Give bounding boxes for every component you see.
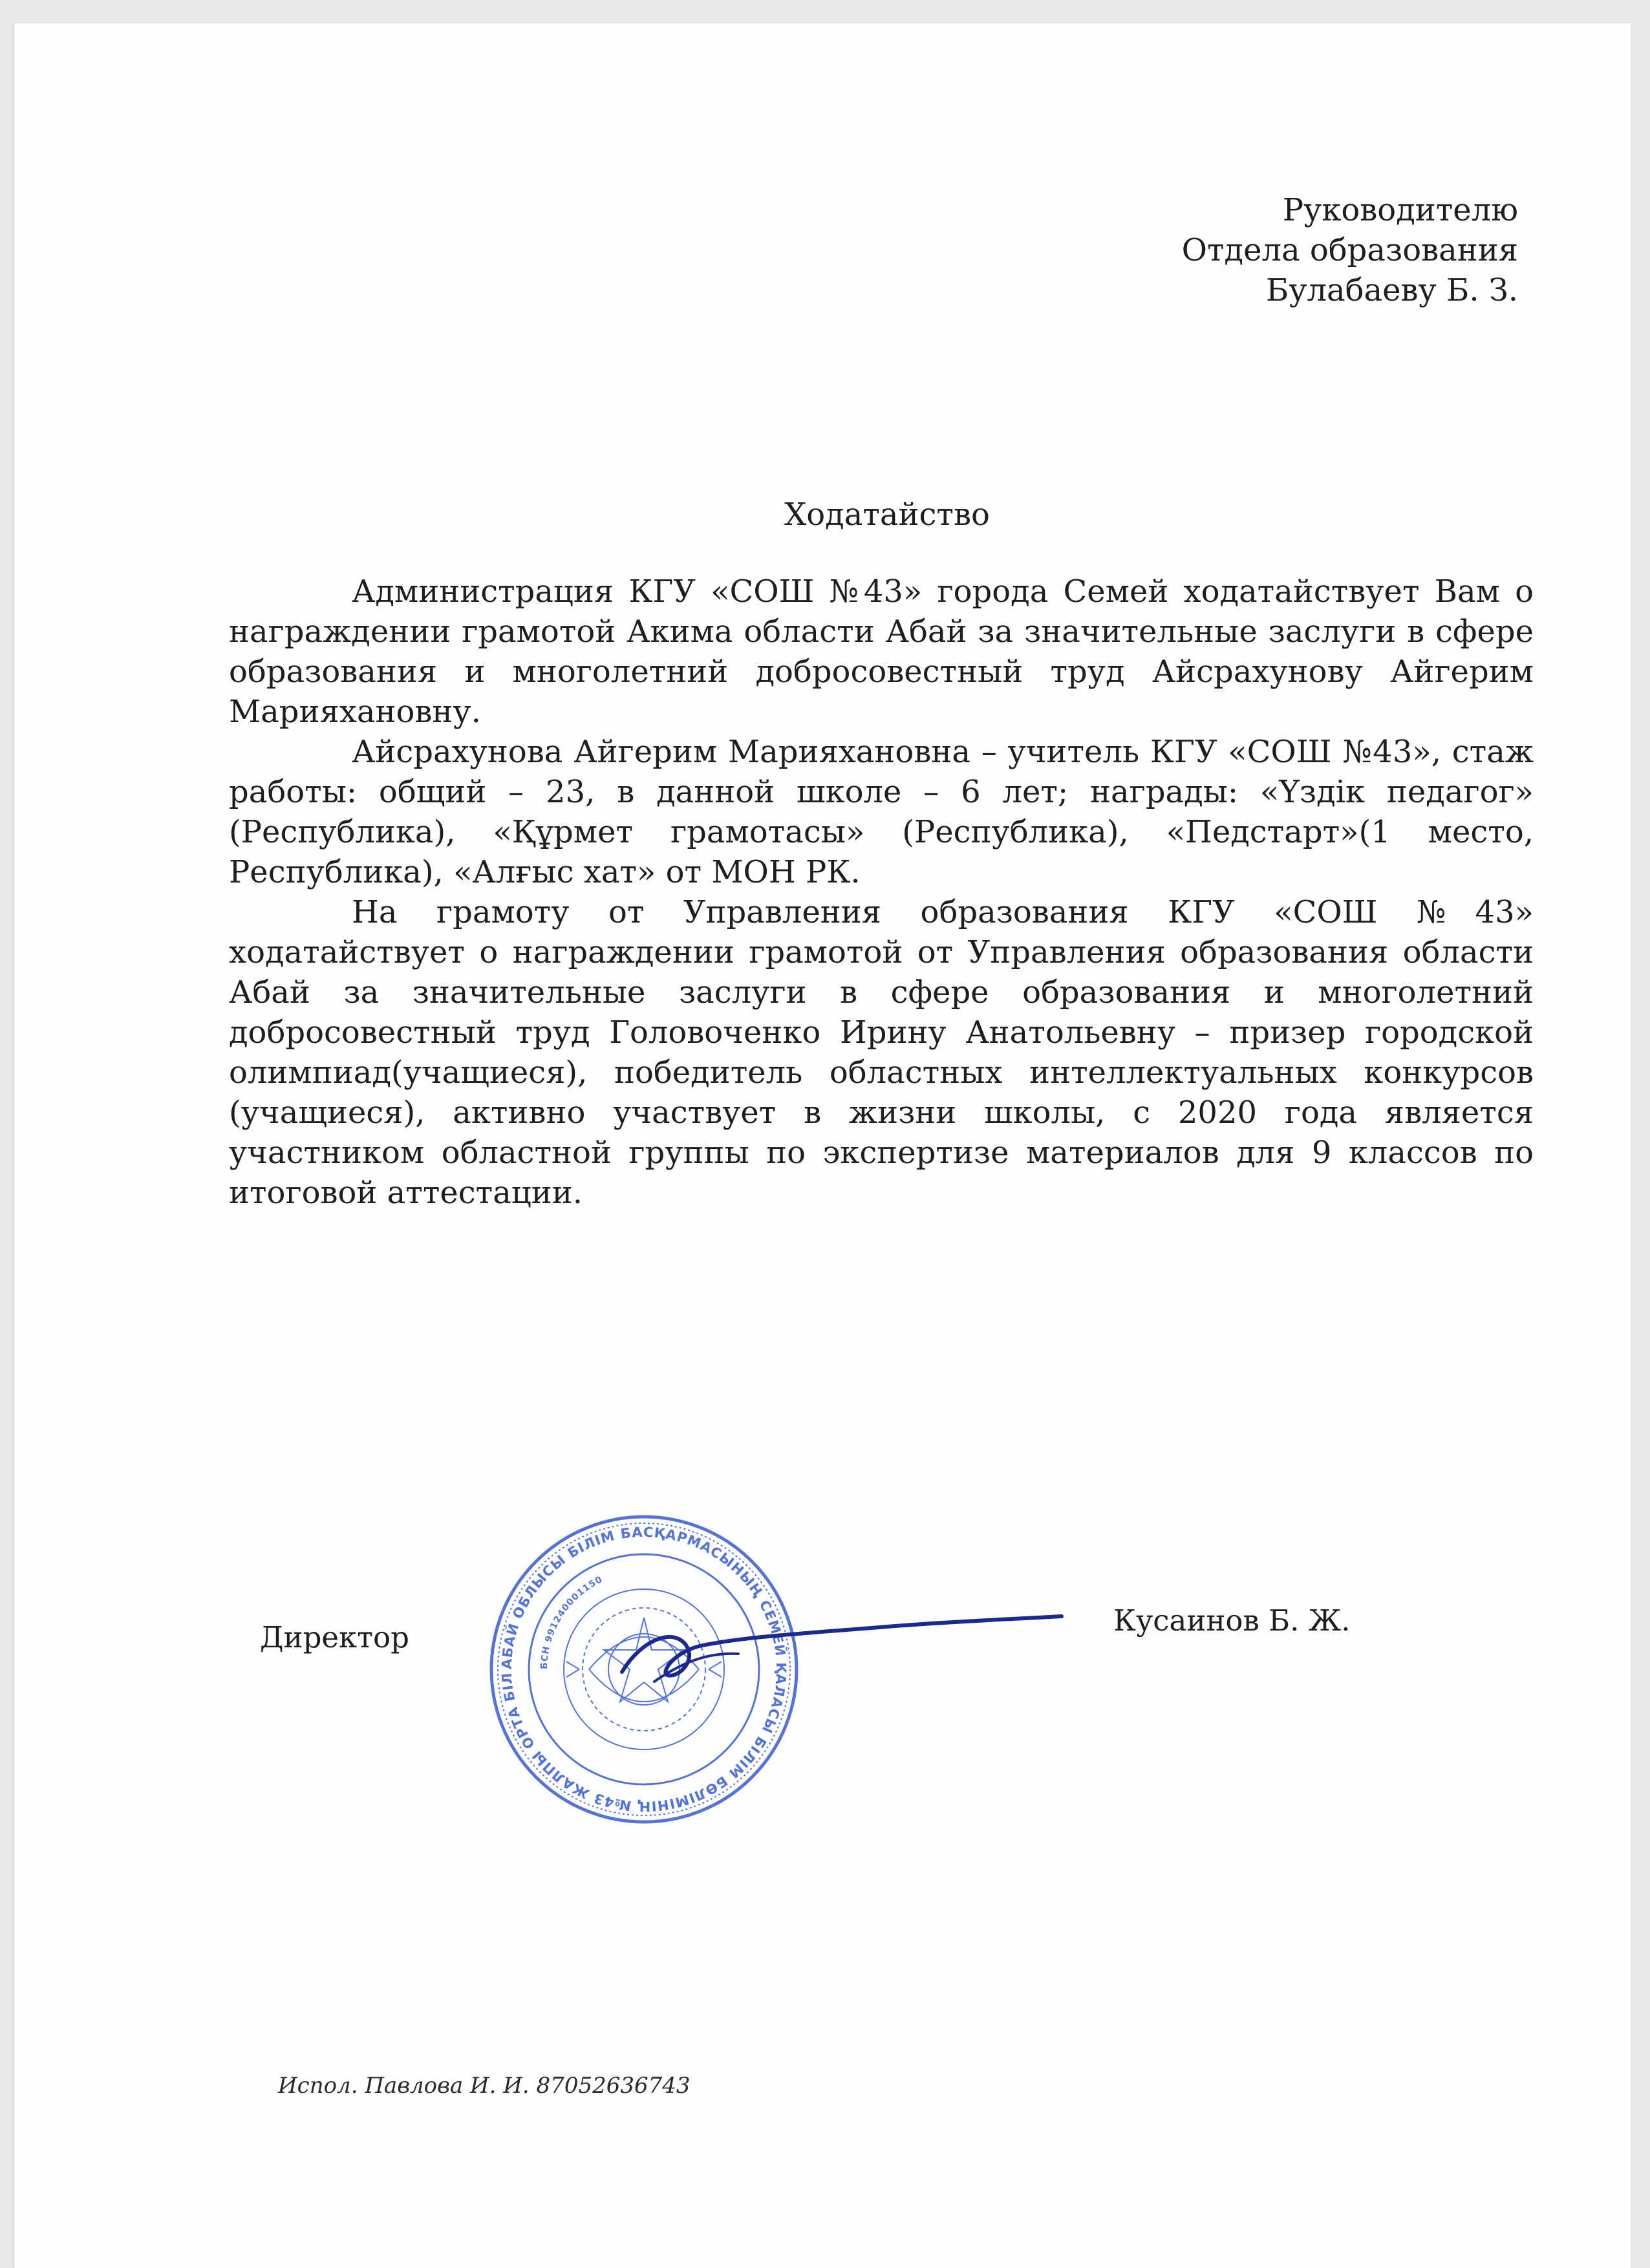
handwritten-signature: [616, 1601, 1068, 1707]
signatory-name: Кусаинов Б. Ж.: [1113, 1603, 1351, 1638]
paragraph-2: Айсрахунова Айгерим Марияхановна – учитель КГУ «СОШ №43», стаж работы: общий – 23, в данной школе – 6 лет; награды: «Үздік педагог» (Республика), «Құрмет грамотасы» (Республика), «Педстарт»(1 место, Республика), «Алғыс хат» от МОН РК.: [229, 734, 1534, 890]
svg-text:БСН 991240001150: БСН 991240001150: [539, 1574, 605, 1670]
executor-note: Испол. Павлова И. И. 87052636743: [278, 2073, 691, 2099]
paragraph-3: На грамоту от Управления образования КГУ «СОШ №43» ходатайствует о награждении грамотой от Управления образования области Абай за значительные заслуги в сфере образования и многолетний добросовестный труд Головоченко Ирину Анатольевну – призер городской олимпиад(учащиеся), победитель областных интеллектуальных конкурсов (учащиеся), активно участвует в жизни школы, с 2020 года является участником областной группы по экспертизе материалов для 9 классов по итоговой аттестации.: [229, 894, 1534, 1211]
addressee-line-1: Руководителю: [1282, 192, 1518, 228]
addressee-line-2: Отдела образования: [1181, 232, 1518, 268]
document-body: [229, 572, 1534, 1213]
document-page: [14, 23, 1631, 2268]
signatory-role: Директор: [260, 1620, 409, 1654]
document-title: Ходатайство: [784, 497, 990, 533]
svg-text:АБАЙ ОБЛЫСЫ БІЛІМ БАСҚАРМАСЫНЫ: АБАЙ ОБЛЫСЫ БІЛІМ БАСҚАРМАСЫНЫҢ СЕМЕЙ ҚАЛАСЫ БІЛІМ БӨЛІМІНІҢ №43 ЖАЛПЫ ОРТА БІЛ: [498, 1524, 789, 1815]
addressee-block: [1182, 190, 1518, 310]
paragraph-1: Администрация КГУ «СОШ №43» города Семей ходатайствует Вам о награждении грамотой Акима области Абай за значительные заслуги в сфере образования и многолетний добросовестный труд Айсрахунову Айгерим Марияхановну.: [229, 573, 1534, 730]
addressee-line-3: Булабаеву Б. З.: [1265, 272, 1518, 308]
